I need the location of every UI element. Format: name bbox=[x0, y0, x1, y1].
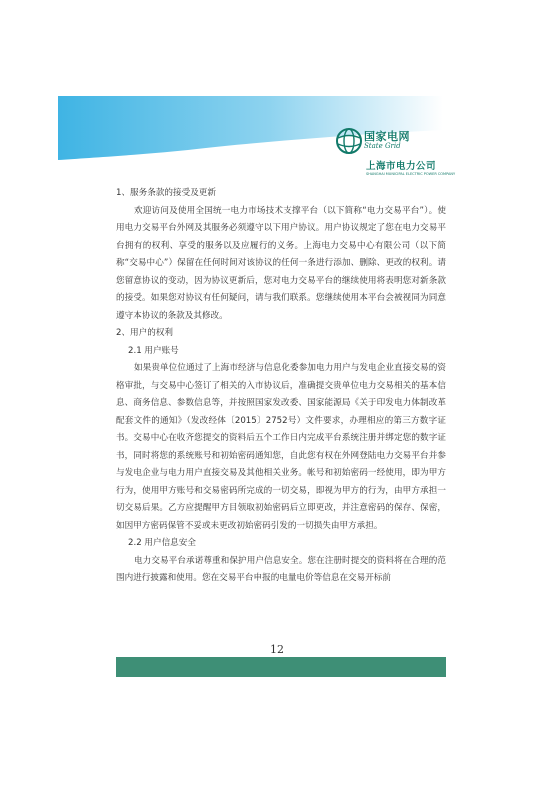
paragraph: 如果贵单位位通过了上海市经济与信息化委参加电力用户与发电企业直接交易的资格审批，与交易中心签订了相关的入市协议后，准确提交贵单位电力交易相关的基本信息、商务信息、参数信息等，并按照国家发改委、国家能源局《关于印发电力体制改革配套文件的通知》（发改经体〔2015〕2752号）文件要求，办理相应的第三方数字证书。交易中心在收齐您提交的资料后五个工作日内完成平台系统注册并绑定您的数字证书，同时将您的系统账号和初始密码通知您，自此您有权在外网登陆电力交易平台并参与发电企业与电力用户直接交易及其他相关业务。帐号和初始密码一经使用，即为甲方行为，使用甲方账号和交易密码所完成的一切交易，即视为甲方的行为，由甲方承担一切交易后果。乙方应提醒甲方目领取初始密码后立即更改，并注意密码的保存、保密，如因甲方密码保管不妥或未更改初始密码引发的一切损失由甲方承担。 bbox=[116, 363, 446, 531]
section-heading: 1、服务条款的接受及更新 bbox=[116, 188, 216, 198]
document-body bbox=[116, 185, 446, 588]
logo-company-en: SHANGHAI MUNICIPAL ELECTRIC POWER COMPANY bbox=[366, 172, 456, 176]
state-grid-logo bbox=[336, 128, 456, 178]
footer-band bbox=[116, 657, 446, 677]
subsection-heading: 2.1 用户账号 bbox=[128, 345, 179, 356]
page-number: 12 bbox=[270, 643, 284, 656]
logo-name-cn: 国家电网 bbox=[364, 130, 410, 143]
paragraph: 欢迎访问及使用全国统一电力市场技术支撑平台（以下简称“电力交易平台”）。使用电力交易平台外网及其服务必须遵守以下用户协议。用户协议规定了您在电力交易平台拥有的权利、享受的服务以及应履行的义务。上海电力交易中心有限公司（以下简称“交易中心”）保留在任何时间对该协议的任何一条进行添加、删除、更改的权利。请您留意协议的变动，因为协议更新后，您对电力交易平台的继续使用将表明您对新条款的接受。如果您对协议有任何疑问，请与我们联系。您继续使用本平台会被视同为同意遵守本协议的条款及其修改。 bbox=[116, 205, 446, 321]
paragraph: 电力交易平台承诺尊重和保护用户信息安全。您在注册时提交的资料将在合理的范围内进行披露和使用。您在交易平台申报的电量电价等信息在交易开标前 bbox=[116, 555, 446, 583]
state-grid-emblem-icon bbox=[336, 128, 362, 154]
logo-name-en: State Grid bbox=[364, 142, 401, 150]
logo-company-cn: 上海市电力公司 bbox=[366, 161, 437, 172]
section-heading: 2、用户的权利 bbox=[116, 328, 174, 338]
subsection-heading: 2.2 用户信息安全 bbox=[128, 538, 196, 548]
